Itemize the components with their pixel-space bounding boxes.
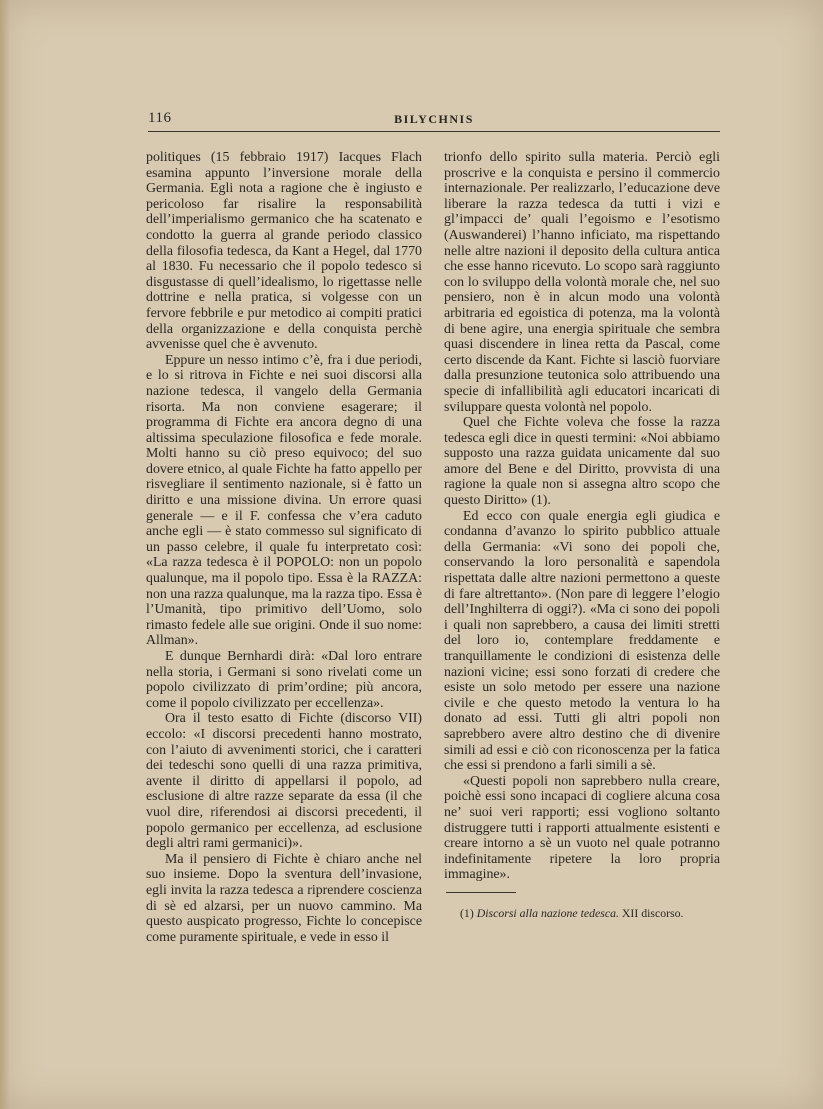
paragraph: Ora il testo esatto di Fichte (discorso VII) eccolo: «I discorsi precedenti hanno mostrato, con l’aiuto di avvenimenti storici, che i caratteri dei tedeschi sono quelli di una razza primitiva, avente il diritto di appellarsi il popolo, ad esclusione di altre razze separate da essa (il che vuol dire, riferendosi ai discorsi precedenti, il popolo germanico per eccellenza, ad esclusione degli altri rami germanici)».: [146, 711, 422, 852]
footnote: [460, 906, 730, 920]
paragraph: trionfo dello spirito sulla materia. Perciò egli proscrive e la conquista e persino il commercio internazionale. Per realizzarlo, l’educazione deve liberare la razza tedesca da tutti i vizi e gl’impacci de’ quali l’egoismo e l’esotismo (Auswanderei) l’hanno inficiato, ma rispettando nelle altre nazioni il deposito della cultura antica che esse hanno ricevuto. Lo scopo sarà raggiunto con lo sviluppo della volontà morale che, nel suo pensiero, non è in alcun modo una volontà arbitraria ed egoistica di potenza, ma la volontà di bene agire, una energia spirituale che sembra quasi discendere in linea retta da Pascal, come certo discende da Kant. Fichte si lasciò fuorviare dalla presunzione teutonica solo attribuendo una specie di infallibilità agli educatori incaricati di sviluppare questa volontà nel popolo.: [444, 150, 720, 415]
footnote-rule: [446, 892, 516, 893]
paragraph: «Questi popoli non saprebbero nulla creare, poichè essi sono incapaci di cogliere alcuna cosa ne’ suoi veri rapporti; essi vogliono soltanto distruggere tutti i rapporti attualmente esistenti e creare intorno a sè un vuoto nel quale potranno indefinitamente ripetere la loro propria immagine».: [444, 773, 720, 883]
footnote-title: Discorsi alla nazione tedesca.: [476, 906, 619, 920]
left-column: [146, 150, 422, 945]
paragraph: politiques (15 febbraio 1917) Iacques Flach esamina appunto l’inversione morale della Germania. Egli nota a ragione che è ingiusto e pericoloso far risalire la responsabilità dell’imperialismo germanico che ha scatenato e condotto la guerra al grande periodo classico della filosofia tedesca, da Kant a Hegel, dal 1770 al 1830. Fu necessario che il popolo tedesco si disgustasse di quell’idealismo, lo rigettasse nelle dottrine e nella pratica, si volgesse con un fervore febbrile e pur metodico ai compiti pratici della organizzazione e della conquista perchè avvenisse quel che è avvenuto.: [146, 150, 422, 353]
page-number: 116: [148, 110, 172, 126]
paragraph: Eppure un nesso intimo c’è, fra i due periodi, e lo si ritrova in Fichte e nei suoi discorsi alla nazione tedesca, il vangelo della Germania risorta. Ma non conviene esagerare; il programma di Fichte era ancora degno di una altissima speculazione filosofica e fede morale. Molti hanno su ciò preso equivoco; del suo dovere etnico, al quale Fichte ha fatto appello per risvegliare il sentimento nazionale, si è fatto un diritto e una missione divina. Un errore quasi generale — e il F. confessa che v’era caduto anche egli — è stato commesso sul significato di un passo celebre, il quale fu interpretato così: «La razza tedesca è il POPOLO: non un popolo qualunque, ma il popolo tipo. Essa è la RAZZA: non una razza qualunque, ma la razza tipo. Essa è l’Umanità, tipo primitivo dell’Uomo, solo rimasto fedele alle sue origini. Onde il suo nome: Allman».: [146, 352, 422, 649]
footnote-text: XII discorso.: [621, 906, 684, 920]
footnote-marker: (1): [460, 906, 474, 920]
paragraph: Quel che Fichte voleva che fosse la razza tedesca egli dice in questi termini: «Noi abbiamo supposto una razza guidata unicamente dal suo amore del Bene e del Diritto, provvista di una ragione la quale non si assegna altro scopo che questo Diritto» (1).: [444, 415, 720, 509]
header-rule: [148, 131, 720, 132]
running-title: BILYCHNIS: [394, 112, 474, 126]
paragraph: E dunque Bernhardi dirà: «Dal loro entrare nella storia, i Germani si sono rivelati come un popolo civilizzato di prim’ordine; più ancora, come il popolo civilizzato per eccellenza».: [146, 649, 422, 711]
page-header: [148, 110, 720, 130]
paragraph: Ma il pensiero di Fichte è chiaro anche nel suo insieme. Dopo la sventura dell’invasione, egli invita la razza tedesca a riprendere coscienza di sè ed alzarsi, per un nuovo cammino. Ma questo auspicato progresso, Fichte lo concepisce come puramente spirituale, e vede in esso il: [146, 851, 422, 945]
right-column: [444, 150, 720, 883]
paragraph: Ed ecco con quale energia egli giudica e condanna d’avanzo lo spirito pubblico attuale della Germania: «Vi sono dei popoli che, conservando la loro personalità e sapendola rispettata dalle altre nazioni permettono a queste di fare altrettanto». (Non pare di leggere l’elogio dell’Inghilterra di oggi?). «Ma ci sono dei popoli i quali non saprebbero, a causa dei limiti stretti del loro io, contemplare freddamente e tranquillamente le condizioni di esistenza delle nazioni vicine; essi sono forzati di credere che esiste un solo metodo per essere una nazione civile e che questo metodo la ventura lo ha donato ad essi. Tutti gli altri popoli non saprebbero avere altro destino che di divenire simili ad essi e ciò con riconoscenza per la fatica che essi si prendono a farli simili a sè.: [444, 508, 720, 774]
